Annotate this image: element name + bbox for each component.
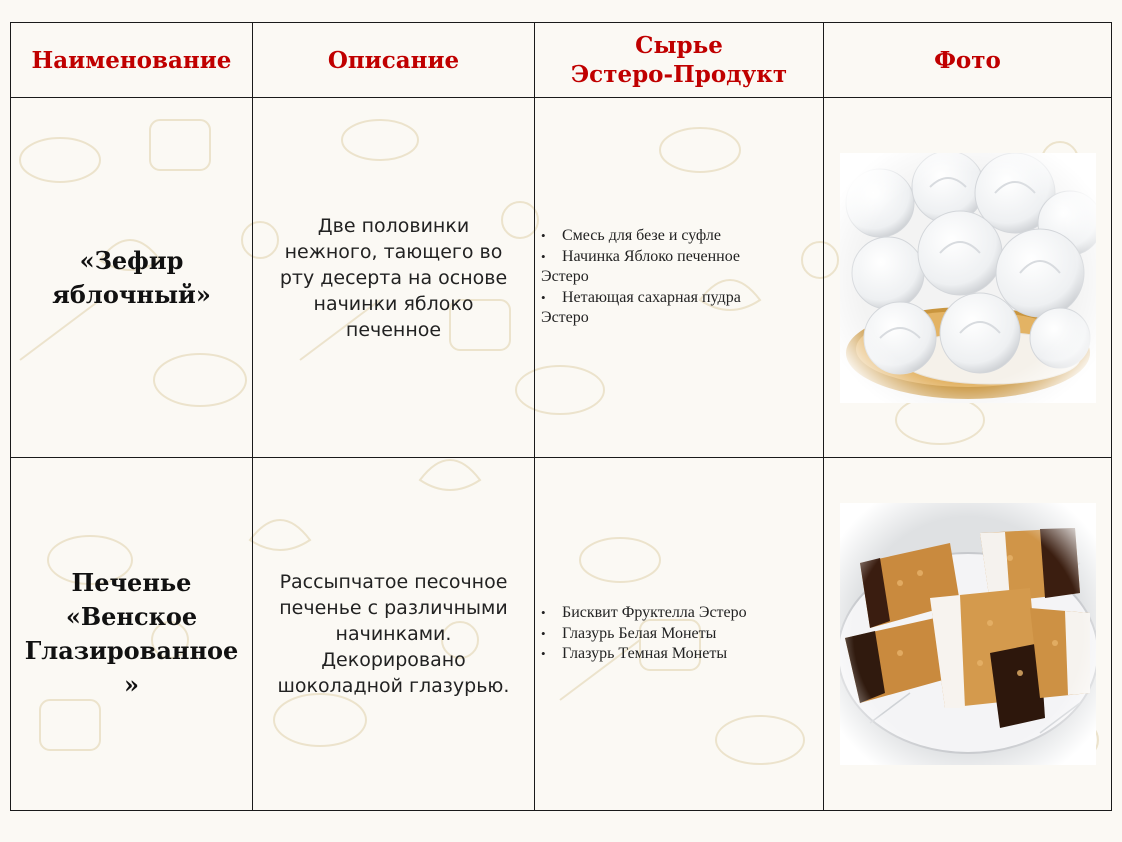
list-item [541, 288, 817, 329]
photo-cell [824, 458, 1112, 811]
header-raw-line1: Сырье [635, 32, 723, 59]
product-name-line: «Зефир [79, 245, 184, 275]
ingredient-text: Смесь для безе и суфле [562, 227, 721, 245]
bullet-icon: • [541, 289, 546, 305]
bullet-icon: • [541, 605, 546, 621]
description-line: начинками. [335, 623, 452, 645]
list-item [541, 226, 817, 247]
bullet-icon: • [541, 228, 546, 244]
ingredients-cell [535, 98, 824, 458]
description-line: печенное [345, 318, 442, 341]
bullet-icon: • [541, 248, 546, 264]
header-raw-line2: Эстеро-Продукт [570, 61, 788, 88]
header-photo: Фото [824, 23, 1112, 98]
table-row [11, 458, 1112, 811]
description-line: шоколадной глазурью. [277, 675, 510, 697]
product-name-line: Глазированное [24, 636, 239, 665]
product-description-cell [253, 98, 535, 458]
product-name-cell [11, 458, 253, 811]
table-header-row [11, 23, 1112, 98]
glazed-cookies-photo [840, 503, 1096, 765]
ingredient-text: Эстеро [541, 268, 589, 286]
bullet-icon: • [541, 646, 546, 662]
bullet-icon: • [541, 625, 546, 641]
ingredients-list [535, 226, 823, 329]
description-line: печенье с различными [279, 597, 508, 619]
description-line: Две половинки [317, 214, 470, 237]
description-line: начинки яблоко [313, 292, 474, 315]
list-item [541, 624, 817, 645]
photo-cell [824, 98, 1112, 458]
list-item [541, 603, 817, 624]
product-name-cell [11, 98, 253, 458]
description-line: Декорировано [321, 649, 466, 671]
product-table [10, 22, 1112, 811]
description-line: рту десерта на основе [279, 266, 508, 289]
ingredient-text: Бисквит Фруктелла Эстеро [562, 604, 747, 622]
product-name-line: яблочный» [52, 279, 211, 309]
ingredient-text: Эстеро [541, 309, 589, 327]
header-raw-materials [535, 23, 824, 98]
product-name-line: «Венское [65, 602, 198, 631]
product-description-cell [253, 458, 535, 811]
list-item [541, 644, 817, 665]
product-name-line: » [124, 670, 139, 699]
header-description: Описание [253, 23, 535, 98]
meringue-photo [840, 153, 1096, 403]
table-row [11, 98, 1112, 458]
ingredients-list [535, 603, 823, 665]
description-line: нежного, тающего во [284, 240, 503, 263]
description-line: Рассыпчатое песочное [279, 571, 508, 593]
product-name-line: Печенье [71, 568, 192, 597]
ingredient-text: Начинка Яблоко печенное [562, 247, 741, 265]
ingredient-text: Глазурь Белая Монеты [562, 624, 717, 642]
ingredient-text: Глазурь Темная Монеты [562, 645, 728, 663]
ingredients-cell [535, 458, 824, 811]
ingredient-text: Нетающая сахарная пудра [562, 288, 741, 306]
header-name: Наименование [11, 23, 253, 98]
list-item [541, 247, 817, 288]
